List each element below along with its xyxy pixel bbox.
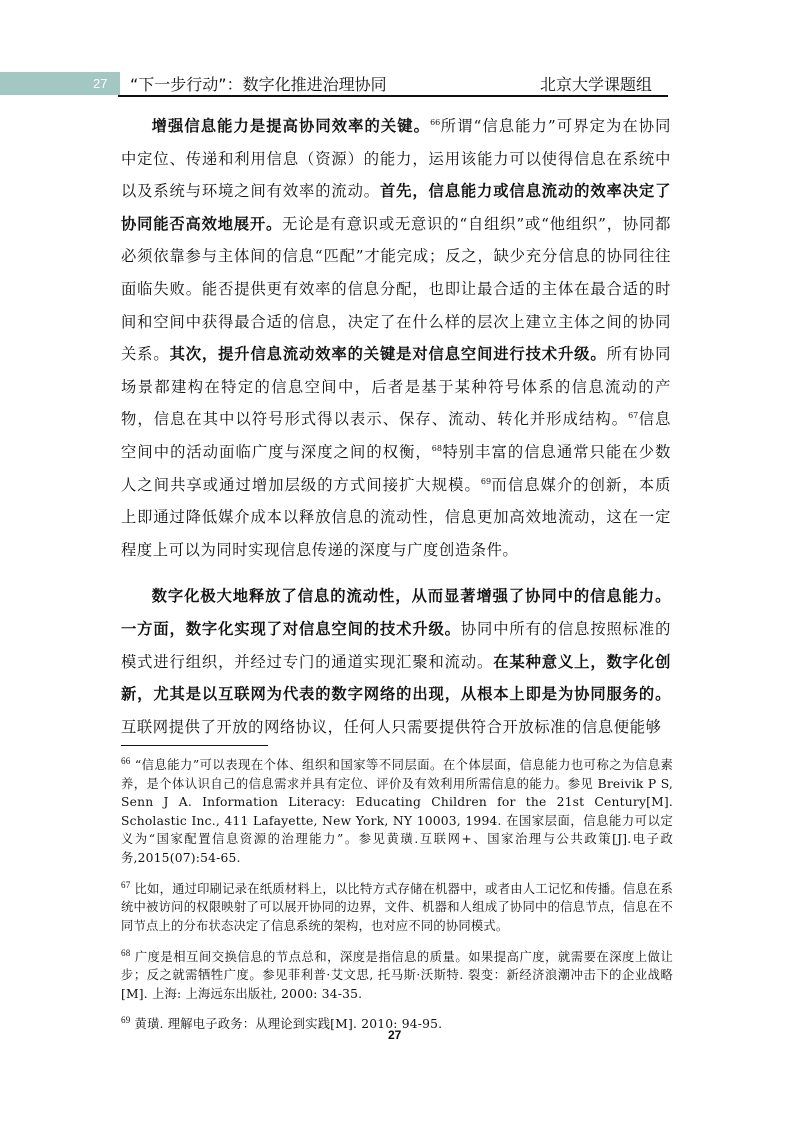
text: 而信息媒介的创新，本质上即通过降低媒介成本以释放信息的流动性，信息更加高效地流动，这在一定程度上可以为同时实现信息传递的深度与广度创造条件。 — [121, 475, 671, 559]
bold-text: 增强信息能力是提高协同效率的关键。 — [151, 117, 431, 135]
footnote — [121, 752, 673, 868]
text: 协同中所有的信息按照标准的模式进行组织，并经过专门的通道实现汇聚和流动。 — [121, 619, 671, 671]
footnote-number: 68 — [121, 947, 131, 958]
footnote-number: 66 — [121, 756, 131, 766]
page-number: 27 — [388, 1028, 402, 1042]
footnote-text: 广度是相互间交换信息的节点总和，深度是指信息的质量。如果提高广度，就需要在深度上做让步；反之就需牺牲广度。参见菲利普·艾文思, 托马斯·沃斯特. 裂变：新经济浪潮冲击下的企业战略[M]. 上海: 上海远东出版社, 2000: 34-35. — [121, 949, 673, 1001]
footnote-rule — [121, 745, 268, 746]
footnote-number: 67 — [121, 879, 131, 890]
footnote-text: 黄璜. 理解电子政务：从理论到实践[M]. 2010: 94-95. — [134, 1017, 443, 1032]
body-text — [121, 110, 671, 743]
running-organization: 北京大学课题组 — [540, 75, 653, 94]
text: 互联网提供了开放的网络协议，任何人只需要提供符合开放标准的信息便能够 — [121, 717, 662, 736]
footnote-reference[interactable]: 67 — [628, 411, 639, 421]
footnote-text: 比如，通过印刷记录在纸质材料上，以比特方式存储在机器中，或者由人工记忆和传播。信息在系统中被访问的权限映射了可以展开协同的边界，文件、机器和人组成了协同中的信息节点，信息在不同节点上的分布状态决定了信息系统的架构，也对应不同的协同模式。 — [121, 881, 673, 933]
bold-text: 其次，提升信息流动效率的关键是对信息空间进行技术升级。 — [169, 345, 607, 364]
footnote-text: “信息能力”可以表现在个体、组织和国家等不同层面。在个体层面，信息能力也可称之为信息素养，是个体认识自己的信息需求并具有定位、评价及有效利用所需信息的能力。参见 Breivik P S, Senn J A. Information Literacy: Educating Children for the 21st Century[M]. Scholastic Inc., 411 Lafayette, New York, NY 10003, 1994. 在国家层面，信息能力可以定义为“国家配置信息资源的治理能力”。参见黄璜.互联网+、国家治理与公共政策[J].电子政务,2015(07):54-65. — [121, 758, 673, 866]
text: 信息空间中的活动面临广度与深度之间的权衡， — [121, 410, 671, 461]
header-page-number: 27 — [93, 76, 108, 91]
bold-text: 在某种意义上，数字化创新，尤其是以互联网为代表的数字网络的出现，从根本上即是为协同服务的。 — [121, 652, 671, 704]
footnote-reference[interactable]: 66 — [430, 117, 441, 127]
footnote — [121, 944, 673, 1004]
footnotes — [121, 752, 673, 1042]
bold-text: 首先，信息能力或信息流动的效率决定了协同能否高效地展开。 — [121, 182, 671, 233]
text: 所有协同场景都建构在特定的信息空间中，后者是基于某种符号体系的信息流动的产物，信息在其中以符号形式得以表示、保存、流动、转化并形成结构。 — [121, 345, 671, 429]
footnote-number: 69 — [121, 1015, 131, 1026]
text: 无论是有意识或无意识的“自组织”或“他组织”，协同都必须依靠参与主体间的信息“匹配”才能完成；反之，缺少充分信息的协同往往面临失败。能否提供更有效率的信息分配，也即让最合适的主体在最合适的时间和空间中获得最合适的信息，决定了在什么样的层次上建立主体之间的协同关系。 — [121, 214, 671, 364]
footnote — [121, 876, 673, 936]
header-rule — [118, 95, 668, 97]
paragraph — [121, 110, 671, 566]
footnote-reference[interactable]: 68 — [431, 443, 442, 453]
text: 特别丰富的信息通常只能在少数人之间共享或通过增加层级的方式间接扩大规模。 — [121, 442, 671, 494]
footnote-reference[interactable]: 69 — [480, 476, 492, 486]
paragraph — [121, 580, 671, 743]
bold-text: 数字化极大地释放了信息的流动性，从而显著增强了协同中的信息能力。一方面，数字化实现了对信息空间的技术升级。 — [121, 587, 671, 638]
text: 所谓“信息能力”可界定为在协同中定位、传递和利用信息（资源）的能力，运用该能力可以使得信息在系统中以及系统与环境之间有效率的流动。 — [121, 117, 671, 201]
running-title: “下一步行动”：数字化推进治理协同 — [130, 75, 387, 94]
